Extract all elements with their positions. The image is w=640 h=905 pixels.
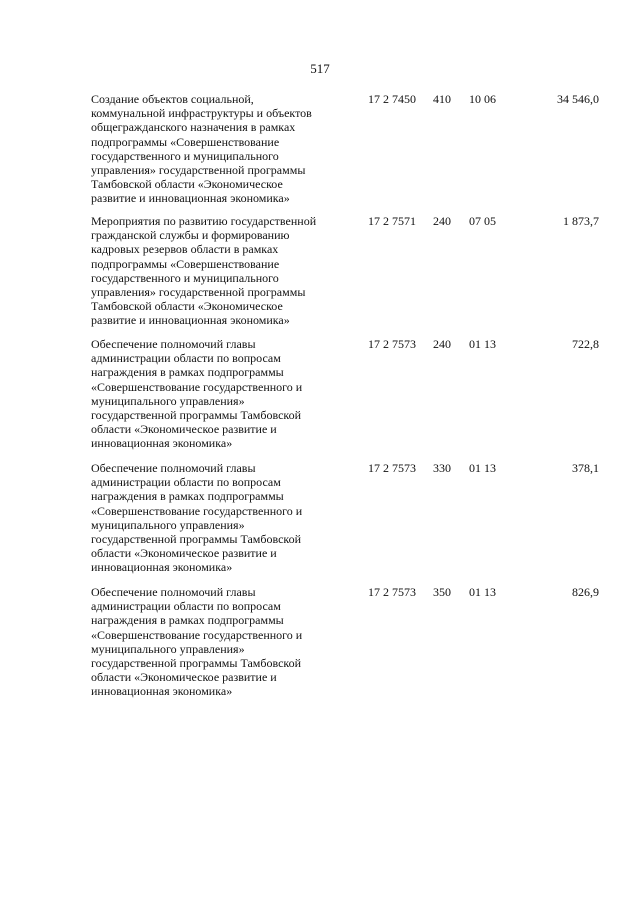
row-description: Обеспечение полномочий главы администрации области по вопросам награждения в рамках подпрограммы «Совершенствование государственного и муниципального управления» государственной программы Тамбовской области «Экономическое развитие и инновационная экономика» [91,337,303,451]
row-target-code: 17 2 7573 [368,337,416,351]
row-amount: 378,1 [572,461,599,475]
page-number: 517 [310,61,330,76]
row-amount: 1 873,7 [563,214,599,228]
row-description: Создание объектов социальной, коммунальной инфраструктуры и объектов общегражданского назначения в рамках подпрограммы «Совершенствование государственного и муниципального управления» государственной программы Тамбовской области «Экономическое развитие и инновационная экономика» [91,92,312,206]
row-expense-type: 330 [433,461,451,475]
row-expense-type: 240 [433,214,451,228]
row-target-code: 17 2 7450 [368,92,416,106]
row-amount: 722,8 [572,337,599,351]
row-target-code: 17 2 7573 [368,461,416,475]
row-description: Обеспечение полномочий главы администрации области по вопросам награждения в рамках подпрограммы «Совершенствование государственного и муниципального управления» государственной программы Тамбовской области «Экономическое развитие и инновационная экономика» [91,461,303,575]
row-section-code: 01 13 [469,585,496,599]
row-target-code: 17 2 7573 [368,585,416,599]
row-description: Обеспечение полномочий главы администрации области по вопросам награждения в рамках подпрограммы «Совершенствование государственного и муниципального управления» государственной программы Тамбовской области «Экономическое развитие и инновационная экономика» [91,585,303,699]
row-section-code: 07 05 [469,214,496,228]
row-expense-type: 350 [433,585,451,599]
row-expense-type: 410 [433,92,451,106]
row-amount: 826,9 [572,585,599,599]
row-section-code: 10 06 [469,92,496,106]
row-section-code: 01 13 [469,461,496,475]
row-amount: 34 546,0 [557,92,599,106]
row-expense-type: 240 [433,337,451,351]
row-section-code: 01 13 [469,337,496,351]
row-target-code: 17 2 7571 [368,214,416,228]
row-description: Мероприятия по развитию государственной гражданской службы и формированию кадровых резервов области в рамках подпрограммы «Совершенствование государственного и муниципального управления» государственной программы Тамбовской области «Экономическое развитие и инновационная экономика» [91,214,317,328]
